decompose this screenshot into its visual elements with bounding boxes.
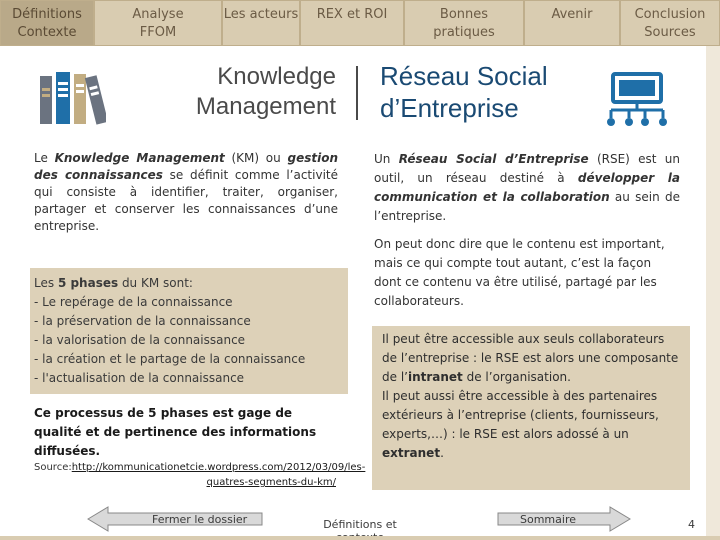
close-dossier-label: Fermer le dossier bbox=[152, 512, 248, 526]
page-number: 4 bbox=[688, 518, 695, 531]
rse-intro: Un Réseau Social d’Entreprise (RSE) est un outil, un réseau destiné à développer la communication et la collaboration au sein de l’entreprise. bbox=[374, 152, 681, 223]
tab-label: Conclusion Sources bbox=[634, 7, 706, 40]
footer-section-label: Définitions et bbox=[323, 518, 397, 531]
tab-label: Avenir bbox=[551, 7, 593, 22]
km-intro: Le Knowledge Management (KM) ou gestion des connaissances se définit comme l’activité qui consiste à identifier, traiter, organiser, partager et conserver les connaissances d’une entreprise. bbox=[34, 151, 339, 233]
books-icon bbox=[38, 68, 106, 126]
phase-item: - la valorisation de la connaissance bbox=[34, 333, 246, 347]
km-process: Ce processus de 5 phases est gage de qualité et de pertinence des informations diffusées. bbox=[34, 406, 317, 458]
source-label: Source: bbox=[34, 462, 72, 473]
tab-bonnes-pratiques[interactable] bbox=[404, 0, 524, 46]
rse-access-box bbox=[372, 326, 690, 490]
bottom-band bbox=[0, 536, 720, 540]
rse-intranet-text: Il peut être accessible aux seuls collaborateurs de l’entreprise : le RSE est alors une composante de l’intranet de l’organisation. bbox=[382, 332, 679, 384]
right-edge-band bbox=[706, 46, 720, 540]
rse-extranet-text: Il peut aussi être accessible à des partenaires extérieurs à l’entreprise (clients, fournisseurs, experts,…) : le RSE est alors adossé à un extranet. bbox=[382, 389, 659, 460]
summary-button[interactable] bbox=[496, 506, 632, 532]
tab-definitions-contexte[interactable] bbox=[0, 0, 94, 46]
phase-item: - l'actualisation de la connaissance bbox=[34, 371, 245, 385]
phase-item: - la création et le partage de la connaissance bbox=[34, 352, 306, 366]
title-divider bbox=[356, 66, 358, 120]
close-dossier-button[interactable] bbox=[86, 506, 264, 532]
tab-label: Les acteurs bbox=[223, 7, 299, 22]
top-navigation bbox=[0, 0, 720, 46]
source-citation bbox=[34, 460, 366, 490]
phase-item: - Le repérage de la connaissance bbox=[34, 295, 233, 309]
summary-label: Sommaire bbox=[520, 512, 576, 526]
tab-analyse-ffom[interactable] bbox=[94, 0, 222, 46]
tab-label: Bonnes pratiques bbox=[433, 7, 495, 40]
rse-content: On peut donc dire que le contenu est important, mais ce qui compte tout autant, c’est la façon dont ce contenu va être utilisé, partagé par les collaborateurs. bbox=[374, 237, 665, 308]
km-title: Knowledge Management bbox=[195, 63, 336, 120]
phases-heading: Les 5 phases du KM sont: bbox=[34, 276, 193, 290]
tab-conclusion-sources[interactable] bbox=[620, 0, 720, 46]
source-link[interactable]: http://kommunicationetcie.wordpress.com/2012/03/09/les-quatres-segments-du-km/ bbox=[71, 462, 366, 488]
rse-title: Réseau Social d’Entreprise bbox=[380, 61, 548, 123]
phase-item: - la préservation de la connaissance bbox=[34, 314, 251, 328]
tab-avenir[interactable] bbox=[524, 0, 620, 46]
tab-label: Analyse FFOM bbox=[132, 7, 184, 40]
tab-label: Définitions Contexte bbox=[12, 7, 82, 40]
tab-label: REX et ROI bbox=[316, 7, 388, 22]
km-phases-box bbox=[30, 268, 348, 394]
tab-les-acteurs[interactable] bbox=[222, 0, 300, 46]
tab-rex-roi[interactable] bbox=[300, 0, 404, 46]
network-icon bbox=[603, 72, 671, 130]
